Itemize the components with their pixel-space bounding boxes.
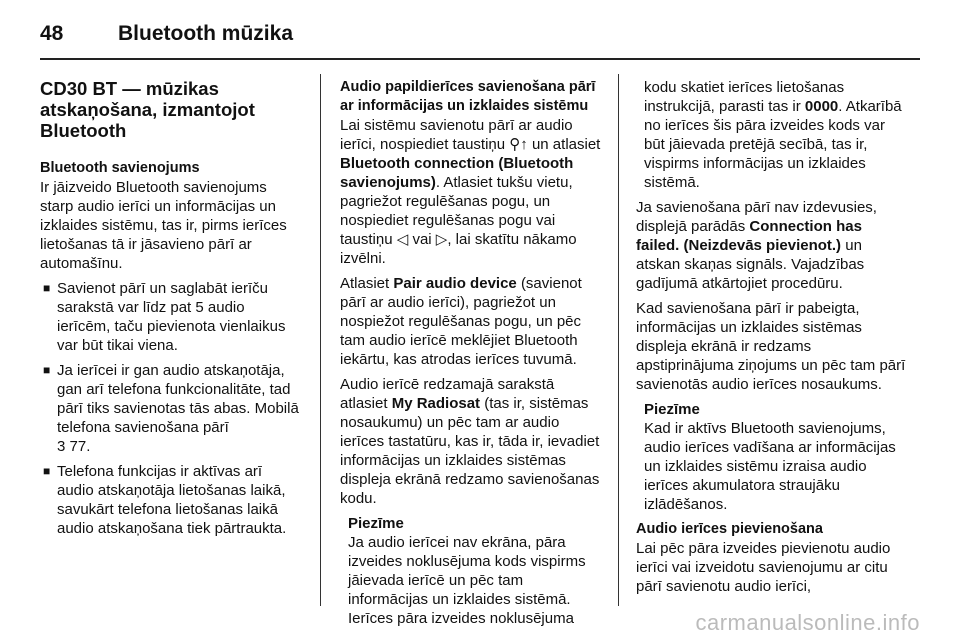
- subheading: Bluetooth savienojums: [40, 160, 200, 176]
- note-box-continued: kodu skatiet ierīces lietošanas instrukcijā, parasti tas ir 0000. Atkarībā no ierīces šis pāra izveides kods var būt jāievada pretējā secībā, tas ir, vispirms informācijas un izklaides sistēmā.: [644, 79, 902, 191]
- page-number: 48: [40, 22, 64, 45]
- subheading: Audio ierīces pievienošana: [636, 521, 823, 537]
- paragraph: Atlasiet Pair audio device (savienot pārī ar audio ierīci), pagriežot un nospiežot regulēšanas pogu, un pēc tam audio ierīcē meklējiet Bluetooth iekārtu, kas atrodas ierīces tuvumā.: [340, 275, 582, 368]
- header-rule: [40, 58, 920, 60]
- subheading: Audio papildierīces savienošana pārī ar informācijas un izklaides sistēmu: [340, 79, 596, 114]
- section-heading: CD30 BT — mūzikas atskaņošana, izmantojot Bluetooth: [40, 78, 255, 141]
- page-header: [40, 22, 293, 46]
- device-name: My Radiosat: [391, 395, 481, 412]
- watermark: carmanualsonline.info: [695, 610, 920, 635]
- note-text: Kad ir aktīvs Bluetooth savienojums, audio ierīces vadīšana ar informācijas un izklaides sistēmu izraisa audio ierīces akumulatora straujāku izlādēšanos.: [644, 420, 896, 513]
- display-message: Connection has failed. (Neizdevās pievienot.): [636, 218, 862, 254]
- pairing-code: 0000: [804, 98, 839, 115]
- page-title: Bluetooth mūzika: [118, 22, 294, 45]
- list-item: ■ Ja ierīcei ir gan audio atskaņotāja, gan arī telefona funkcionalitāte, tad pārī tiks savienotas tās abas. Mobilā telefona savienošana pārī 3 77.: [43, 362, 299, 455]
- paragraph: Ir jāizveido Bluetooth savienojums starp audio ierīci un informācijas un izklaides sistēmu, tas ir, pirms ierīces lietošanas tā ir jāsavieno pārī ar automašīnu.: [40, 179, 287, 272]
- list-item: ■ Telefona funkcijas ir aktīvas arī audio atskaņotāja lietošanas laikā, savukārt telefona lietošanas laikā audio atskaņošana tiek pārtraukta.: [43, 463, 287, 537]
- paragraph: Audio ierīcē redzamajā sarakstā atlasiet My Radiosat (tas ir, sistēmas nosaukumu) un pēc tam ar audio ierīces tastatūru, kas ir, tāda ir, ievadiet informācijas un izklaides sistēmas displeja ekrānā redzamo savienošanas kodu.: [340, 376, 600, 507]
- bullet-icon: ■: [43, 464, 51, 478]
- column-3: [636, 78, 906, 602]
- column-divider: [618, 74, 619, 606]
- paragraph: Lai sistēmu savienotu pārī ar audio ierīci, nospiediet taustiņu ⚲↑ un atlasiet Bluetooth connection (Bluetooth savienojums). Atlasiet tukšu vietu, pagriežot regulēšanas pogu, un nospiediet regulēšanas pogu vai taustiņu ◁ vai ▷, lai skatītu nākamo izvēlni.: [340, 117, 601, 267]
- phone-key-icon: ⚲↑: [509, 136, 528, 153]
- note-box: [340, 514, 605, 628]
- bullet-list: [40, 279, 302, 538]
- column-2: [340, 78, 605, 634]
- note-box: [636, 400, 906, 514]
- page-reference-link[interactable]: 3 77.: [57, 438, 91, 455]
- bullet-icon: ■: [43, 363, 51, 377]
- bullet-icon: ■: [43, 281, 51, 295]
- list-item: ■ Savienot pārī un saglabāt ierīču sarakstā var līdz pat 5 audio ierīcēm, taču pievienota vienlaikus var būt tikai viena.: [43, 280, 286, 354]
- column-1: [40, 78, 302, 544]
- left-arrow-icon: ◁: [396, 231, 409, 248]
- menu-option: Bluetooth connection (Bluetooth savienojums): [340, 155, 574, 191]
- note-title: Piezīme: [644, 401, 700, 418]
- column-divider: [320, 74, 321, 606]
- note-text: Ja audio ierīcei nav ekrāna, pāra izveides noklusējuma kods vispirms jāievada ierīcē un pēc tam informācijas un izklaides sistēmā. Ierīces pāra izveides noklusējuma: [348, 534, 586, 627]
- paragraph: Kad savienošana pārī ir pabeigta, informācijas un izklaides sistēmas displeja ekrānā ir redzams apstiprinājuma ziņojums un pēc tam pārī savienotās audio ierīces nosaukums.: [636, 300, 906, 393]
- paragraph: Lai pēc pāra izveides pievienotu audio ierīci vai izveidotu savienojumu ar citu pārī savienotu audio ierīci,: [636, 540, 891, 595]
- right-arrow-icon: ▷: [435, 231, 448, 248]
- paragraph: Ja savienošana pārī nav izdevusies, displejā parādās Connection has failed. (Neizdevās pievienot.) un atskan skaņas signāls. Vajadzības gadījumā atkārtojiet procedūru.: [636, 199, 877, 292]
- note-title: Piezīme: [348, 515, 404, 532]
- menu-option: Pair audio device: [393, 275, 517, 292]
